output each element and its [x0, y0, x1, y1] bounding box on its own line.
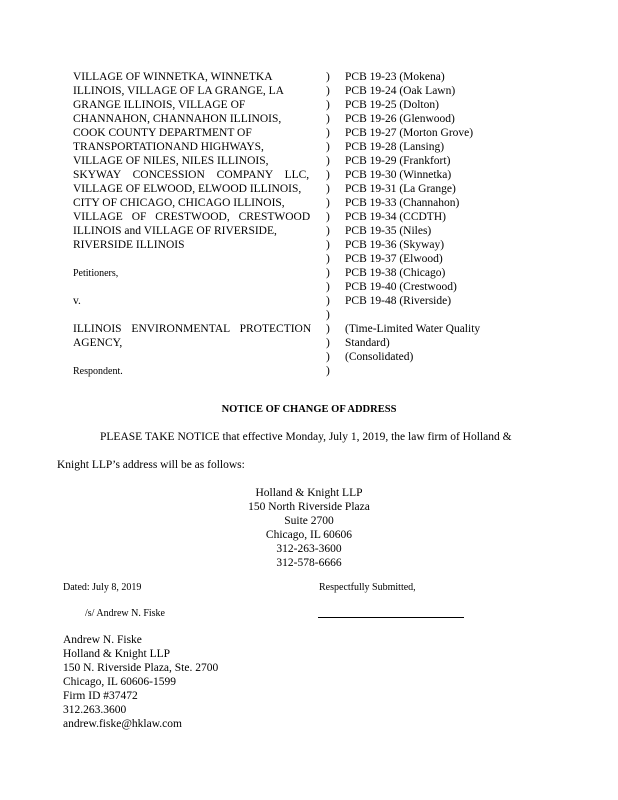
- electronic-signature: /s/ Andrew N. Fiske: [85, 608, 165, 619]
- attorney-line: Firm ID #37472: [63, 690, 138, 702]
- paren: ): [326, 211, 330, 223]
- paren: ): [326, 267, 330, 279]
- paren: ): [326, 351, 330, 363]
- attorney-email[interactable]: andrew.fiske@hklaw.com: [63, 718, 182, 730]
- versus-label: v.: [73, 295, 81, 307]
- case-number: PCB 19-35 (Niles): [345, 225, 432, 237]
- attorney-line: 150 N. Riverside Plaza, Ste. 2700: [63, 662, 219, 674]
- case-note: (Time-Limited Water Quality: [345, 323, 481, 335]
- paren: ): [326, 295, 330, 307]
- petitioner-line: ILLINOIS, VILLAGE OF LA GRANGE, LA: [73, 85, 284, 97]
- case-note: Standard): [345, 337, 390, 349]
- notice-title: NOTICE OF CHANGE OF ADDRESS: [221, 404, 397, 415]
- address-line: 150 North Riverside Plaza: [248, 501, 370, 513]
- petitioner-line: VILLAGE OF CRESTWOOD, CRESTWOOD: [73, 211, 311, 223]
- petitioner-line: VILLAGE OF ELWOOD, ELWOOD ILLINOIS,: [73, 183, 302, 195]
- paren: ): [326, 113, 330, 125]
- paren: ): [326, 253, 330, 265]
- case-number: PCB 19-23 (Mokena): [345, 71, 445, 83]
- paren: ): [326, 197, 330, 209]
- paren: ): [326, 225, 330, 237]
- paren: ): [326, 85, 330, 97]
- paren: ): [326, 337, 330, 349]
- address-line: Suite 2700: [284, 515, 334, 527]
- case-number: PCB 19-40 (Crestwood): [345, 281, 457, 293]
- case-number: PCB 19-24 (Oak Lawn): [345, 85, 456, 97]
- petitioner-line: VILLAGE OF WINNETKA, WINNETKA: [73, 71, 273, 83]
- attorney-line: Andrew N. Fiske: [63, 634, 142, 646]
- petitioner-line: CHANNAHON, CHANNAHON ILLINOIS,: [73, 113, 282, 125]
- attorney-line: Chicago, IL 60606-1599: [63, 676, 176, 688]
- case-number: PCB 19-25 (Dolton): [345, 99, 439, 111]
- petitioner-line: GRANGE ILLINOIS, VILLAGE OF: [73, 99, 246, 111]
- address-line: Chicago, IL 60606: [265, 529, 353, 541]
- paren: ): [326, 281, 330, 293]
- respondent-line: ILLINOIS ENVIRONMENTAL PROTECTION: [73, 323, 312, 335]
- case-number: PCB 19-31 (La Grange): [345, 183, 456, 195]
- address-line: 312-263-3600: [276, 543, 342, 555]
- petitioner-line: TRANSPORTATIONAND HIGHWAYS,: [73, 141, 264, 153]
- petitioner-line: ILLINOIS and VILLAGE OF RIVERSIDE,: [73, 225, 277, 237]
- petitioner-line: RIVERSIDE ILLINOIS: [73, 239, 185, 251]
- respectfully-submitted: Respectfully Submitted,: [319, 582, 416, 593]
- case-number: PCB 19-33 (Channahon): [345, 197, 460, 209]
- case-number: PCB 19-36 (Skyway): [345, 239, 445, 251]
- paren: ): [326, 309, 330, 321]
- paren: ): [326, 99, 330, 111]
- case-number: PCB 19-37 (Elwood): [345, 253, 443, 265]
- case-note: (Consolidated): [345, 351, 414, 363]
- attorney-line: 312.263.3600: [63, 704, 127, 716]
- case-number: PCB 19-30 (Winnetka): [345, 169, 452, 181]
- petitioner-line: SKYWAY CONCESSION COMPANY LLC,: [73, 169, 310, 181]
- case-number: PCB 19-27 (Morton Grove): [345, 127, 474, 139]
- signature-line: [318, 617, 464, 618]
- case-number: PCB 19-26 (Glenwood): [345, 113, 455, 125]
- respondent-line: AGENCY,: [73, 337, 123, 349]
- notice-body-line2: Knight LLP’s address will be as follows:: [57, 459, 245, 471]
- petitioner-line: COOK COUNTY DEPARTMENT OF: [73, 127, 252, 139]
- paren: ): [326, 155, 330, 167]
- paren: ): [326, 323, 330, 335]
- paren: ): [326, 239, 330, 251]
- paren: ): [326, 183, 330, 195]
- case-number: PCB 19-28 (Lansing): [345, 141, 445, 153]
- petitioners-label: Petitioners,: [73, 268, 119, 279]
- paren: ): [326, 71, 330, 83]
- attorney-line: Holland & Knight LLP: [63, 648, 171, 660]
- dated-line: Dated: July 8, 2019: [63, 582, 142, 593]
- paren: ): [326, 141, 330, 153]
- petitioner-line: VILLAGE OF NILES, NILES ILLINOIS,: [73, 155, 269, 167]
- paren: ): [326, 127, 330, 139]
- case-number: PCB 19-34 (CCDTH): [345, 211, 446, 223]
- address-line: Holland & Knight LLP: [255, 487, 363, 499]
- respondent-label: Respondent.: [73, 366, 123, 377]
- address-line: 312-578-6666: [276, 557, 342, 569]
- paren: ): [326, 169, 330, 181]
- paren: ): [326, 365, 330, 377]
- case-number: PCB 19-29 (Frankfort): [345, 155, 451, 167]
- petitioner-line: CITY OF CHICAGO, CHICAGO ILLINOIS,: [73, 197, 285, 209]
- case-number: PCB 19-38 (Chicago): [345, 267, 446, 279]
- notice-body-line1: PLEASE TAKE NOTICE that effective Monday, July 1, 2019, the law firm of Holland &: [100, 431, 512, 443]
- case-number: PCB 19-48 (Riverside): [345, 295, 452, 307]
